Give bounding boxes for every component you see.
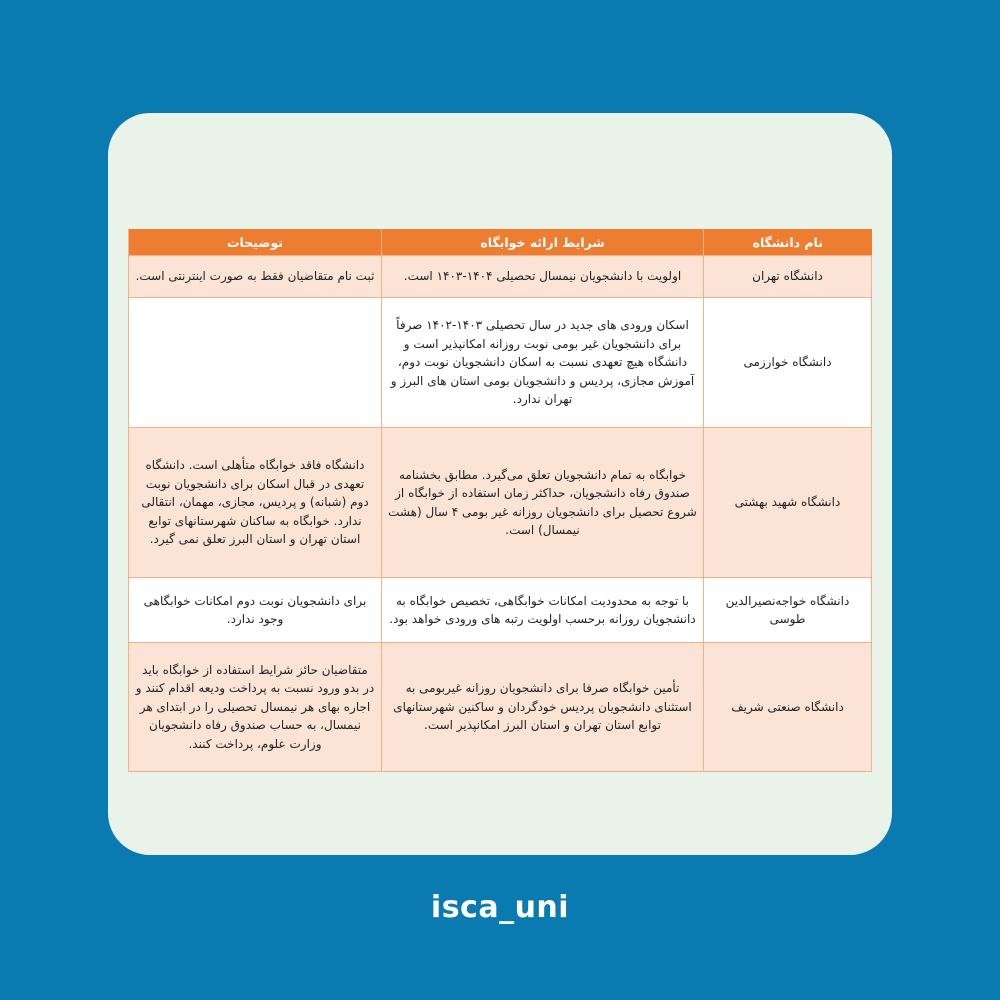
dormitory-table [128, 229, 872, 772]
cell-university-name: دانشگاه صنعتی شریف [704, 643, 872, 772]
header-university-name: نام دانشگاه [704, 229, 872, 256]
cell-notes: دانشگاه فاقد خوابگاه متأهلی است. دانشگاه تعهدی در قبال اسکان برای دانشجویان نوبت دوم (شبانه) و پردیس، مجازی، مهمان، انتقالی ندارد. خوابگاه به ساکنان شهرستانهای توابع استان تهران و استان البرز تعلق نمی گیرد. [129, 428, 382, 578]
cell-notes: ثبت نام متقاضیان فقط به صورت اینترنتی است. [129, 256, 382, 298]
cell-conditions: خوابگاه به تمام دانشجویان تعلق می‌گیرد. مطابق بخشنامه صندوق رفاه دانشجویان، حداکثر زمان استفاده از خوابگاه از شروع تحصیل برای دانشجویان روزانه غیر بومی ۴ سال (هشت نیمسال) است. [382, 428, 704, 578]
cell-university-name: دانشگاه خوارزمی [704, 298, 872, 428]
cell-conditions: اولویت با دانشجویان نیمسال تحصیلی ۱۴۰۴-۱۴۰۳ است. [382, 256, 704, 298]
cell-notes: برای دانشجویان نوبت دوم امکانات خوابگاهی وجود ندارد. [129, 578, 382, 643]
cell-university-name: دانشگاه تهران [704, 256, 872, 298]
table-row [129, 256, 872, 298]
header-conditions: شرایط ارائه خوابگاه [382, 229, 704, 256]
table-row [129, 578, 872, 643]
cell-conditions: اسکان ورودی های جدید در سال تحصیلی ۱۴۰۳-۱۴۰۲ صرفاً برای دانشجویان غیر بومی نوبت روزانه امکانپذیر است و دانشگاه هیچ تعهدی نسبت به اسکان دانشجویان نوبت دوم، آموزش مجازی، پردیس و دانشجویان بومی استان های البرز و تهران ندارد. [382, 298, 704, 428]
cell-notes [129, 298, 382, 428]
cell-conditions: تأمین خوابگاه صرفا برای دانشجویان روزانه غیربومی به استثنای دانشجویان پردیس خودگردان و ساکنین شهرستانهای توابع استان تهران و استان البرز امکانپذیر است. [382, 643, 704, 772]
table-row [129, 643, 872, 772]
cell-university-name: دانشگاه خواجه‌نصیرالدین طوسی [704, 578, 872, 643]
cell-university-name: دانشگاه شهید بهشتی [704, 428, 872, 578]
cell-conditions: با توجه به محدودیت امکانات خوابگاهی، تخصیص خوابگاه به دانشجویان روزانه برحسب اولویت رتبه های ورودی خواهد بود. [382, 578, 704, 643]
header-notes: توضیحات [129, 229, 382, 256]
table-row [129, 298, 872, 428]
table-row [129, 428, 872, 578]
table-header-row [129, 229, 872, 256]
footer-handle: isca_uni [430, 890, 570, 925]
cell-notes: متقاضیان حائز شرایط استفاده از خوابگاه باید در بدو ورود نسبت به پرداخت ودیعه اقدام کنند و اجاره بهای هر نیمسال تحصیلی را در ابتدای هر نیمسال، به حساب صندوق رفاه دانشجویان وزارت علوم، پرداخت کنند. [129, 643, 382, 772]
